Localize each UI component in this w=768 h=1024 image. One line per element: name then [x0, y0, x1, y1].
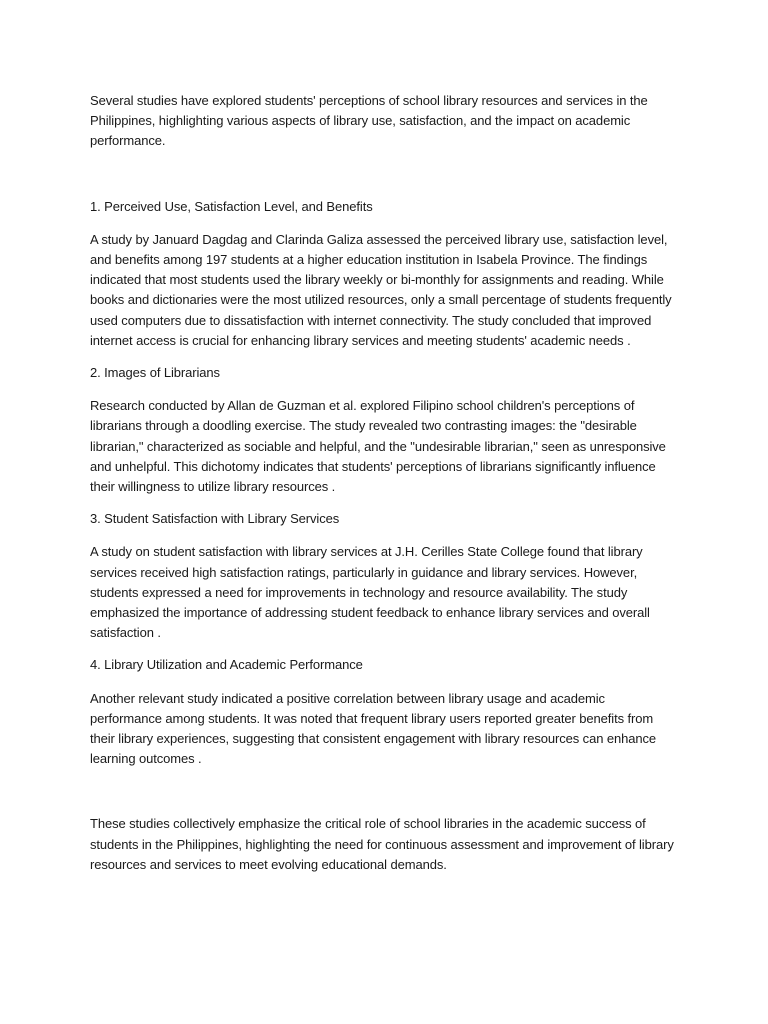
section-body-1: A study by Januard Dagdag and Clarinda Galiza assessed the perceived library use, satisfaction level, and benefits among 197 students at a higher education institution in Isabela Province. The findings indicated that most students used the library weekly or bi-monthly for assignments and reading. While books and dictionaries were the most utilized resources, only a small percentage of students frequently used computers due to dissatisfaction with internet connectivity. The study concluded that improved internet access is crucial for enhancing library services and meeting students' academic needs .	[90, 231, 672, 348]
section-body-2: Research conducted by Allan de Guzman et al. explored Filipino school children's perceptions of librarians through a doodling exercise. The study revealed two contrasting images: the "desirable librarian," characterized as sociable and helpful, and the "undesirable librarian," seen as unresponsive and unhelpful. This dichotomy indicates that students' perceptions of librarians significantly influence their willingness to utilize library resources .	[90, 398, 666, 495]
section-body-4: Another relevant study indicated a positive correlation between library usage and academic performance among students. It was noted that frequent library users reported greater benefits from their library experiences, suggesting that consistent engagement with library resources can enhance learning outcomes .	[90, 690, 657, 767]
section-heading-1: 1. Perceived Use, Satisfaction Level, and Benefits	[90, 198, 373, 214]
document-page	[90, 91, 680, 875]
intro-paragraph: Several studies have explored students' perceptions of school library resources and services in the Philippines, highlighting various aspects of library use, satisfaction, and the impact on academic performance.	[90, 93, 648, 149]
section-body-3: A study on student satisfaction with library services at J.H. Cerilles State College found that library services received high satisfaction ratings, particularly in guidance and library services. However, students expressed a need for improvements in technology and resource availability. The study emphasized the importance of addressing student feedback to enhance library services and overall satisfaction .	[90, 544, 650, 641]
section-heading-3: 3. Student Satisfaction with Library Services	[90, 511, 340, 527]
conclusion-paragraph: These studies collectively emphasize the critical role of school libraries in the academic success of students in the Philippines, highlighting the need for continuous assessment and improvement of library resources and services to meet evolving educational demands.	[90, 816, 674, 872]
section-heading-4: 4. Library Utilization and Academic Performance	[90, 657, 363, 673]
section-heading-2: 2. Images of Librarians	[90, 365, 220, 381]
